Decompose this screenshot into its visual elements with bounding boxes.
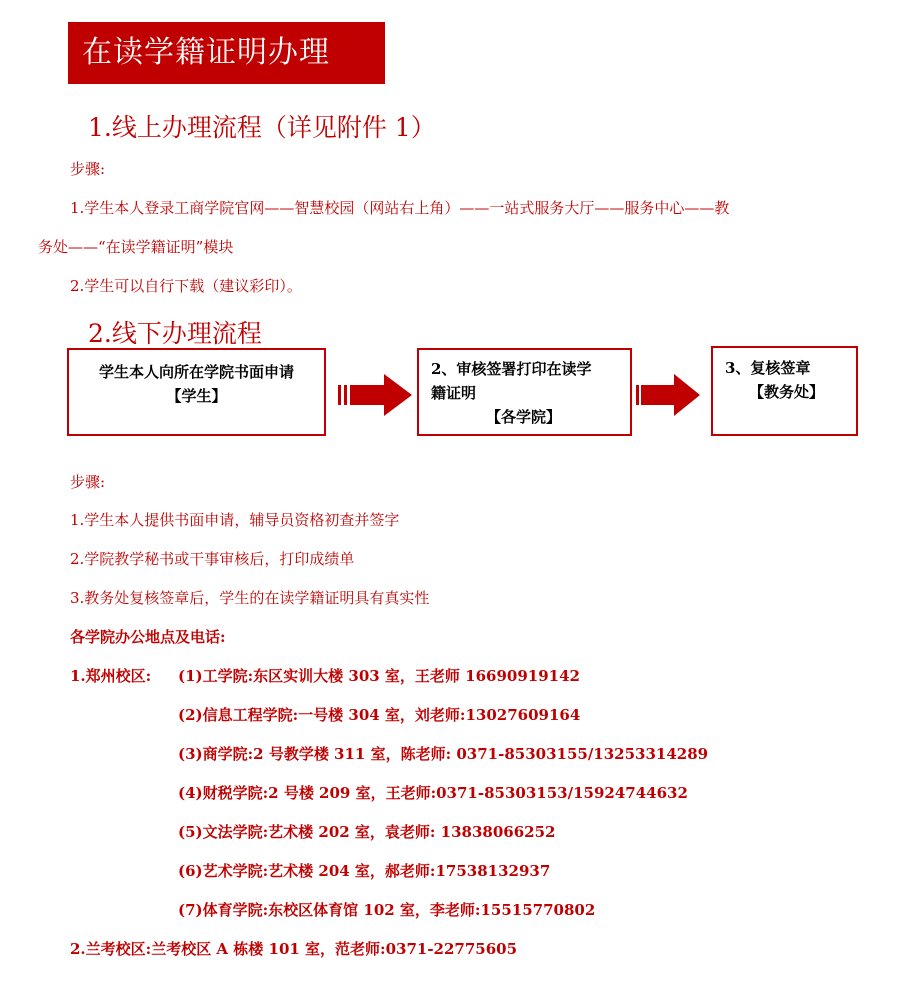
contact-item: (1)工学院:东区实训大楼 303 室，王老师 16690919142 bbox=[178, 667, 580, 685]
zhengzhou-campus-label: 1.郑州校区: bbox=[70, 667, 152, 685]
flow-step-college-text-2: 籍证明 bbox=[431, 384, 477, 402]
contact-item: (2)信息工程学院:一号楼 304 室，刘老师:13027609164 bbox=[178, 706, 581, 724]
offline-heading: 2.线下办理流程 bbox=[88, 319, 262, 348]
flow-step-student-text: 学生本人向所在学院书面申请 bbox=[98, 363, 294, 381]
page-title-banner bbox=[68, 22, 385, 84]
contact-item: (4)财税学院:2 号楼 209 室，王老师:0371-85303153/15924744632 bbox=[178, 784, 688, 802]
flow-arrow-1-icon bbox=[338, 374, 414, 416]
contacts-heading: 各学院办公地点及电话: bbox=[70, 628, 226, 646]
online-heading: 1.线上办理流程（详见附件 1） bbox=[88, 113, 436, 142]
flow-arrow-2-icon bbox=[636, 374, 702, 416]
offline-step-1: 1.学生本人提供书面申请，辅导员资格初查并签字 bbox=[70, 511, 400, 529]
contact-item: (5)文法学院:艺术楼 202 室，袁老师: 13838066252 bbox=[178, 823, 556, 841]
flow-step-student bbox=[67, 348, 326, 436]
offline-step-3: 3.教务处复核签章后，学生的在读学籍证明具有真实性 bbox=[70, 589, 430, 607]
page-title: 在读学籍证明办理 bbox=[82, 35, 330, 70]
flow-step-academic-affairs bbox=[711, 346, 858, 436]
online-step-1-line-2: 务处——“在读学籍证明”模块 bbox=[38, 238, 234, 256]
flow-step-college bbox=[417, 348, 632, 436]
contact-item: (7)体育学院:东校区体育馆 102 室，李老师:15515770802 bbox=[178, 901, 596, 919]
flow-step-college-role: 【各学院】 bbox=[486, 408, 562, 426]
flow-step-student-role: 【学生】 bbox=[166, 387, 227, 405]
offline-step-2: 2.学院教学秘书或干事审核后，打印成绩单 bbox=[70, 550, 355, 568]
flow-step-academic-affairs-text: 3、复核签章 bbox=[725, 359, 811, 377]
flow-step-college-text-1: 2、审核签署打印在读学 bbox=[431, 360, 592, 378]
online-steps-label: 步骤: bbox=[70, 160, 106, 178]
offline-steps-label: 步骤: bbox=[70, 473, 106, 491]
online-step-1-line-1: 1.学生本人登录工商学院官网——智慧校园（网站右上角）——一站式服务大厅——服务中心——教 bbox=[70, 199, 730, 217]
flow-step-academic-affairs-role: 【教务处】 bbox=[749, 383, 825, 401]
contact-item: (6)艺术学院:艺术楼 204 室，郝老师:17538132937 bbox=[178, 862, 551, 880]
lankao-campus-contact: 2.兰考校区:兰考校区 A 栋楼 101 室，范老师:0371-22775605 bbox=[70, 940, 518, 958]
contact-item: (3)商学院:2 号教学楼 311 室，陈老师: 0371-85303155/13253314289 bbox=[178, 745, 709, 763]
online-step-2: 2.学生可以自行下载（建议彩印）。 bbox=[70, 277, 302, 295]
